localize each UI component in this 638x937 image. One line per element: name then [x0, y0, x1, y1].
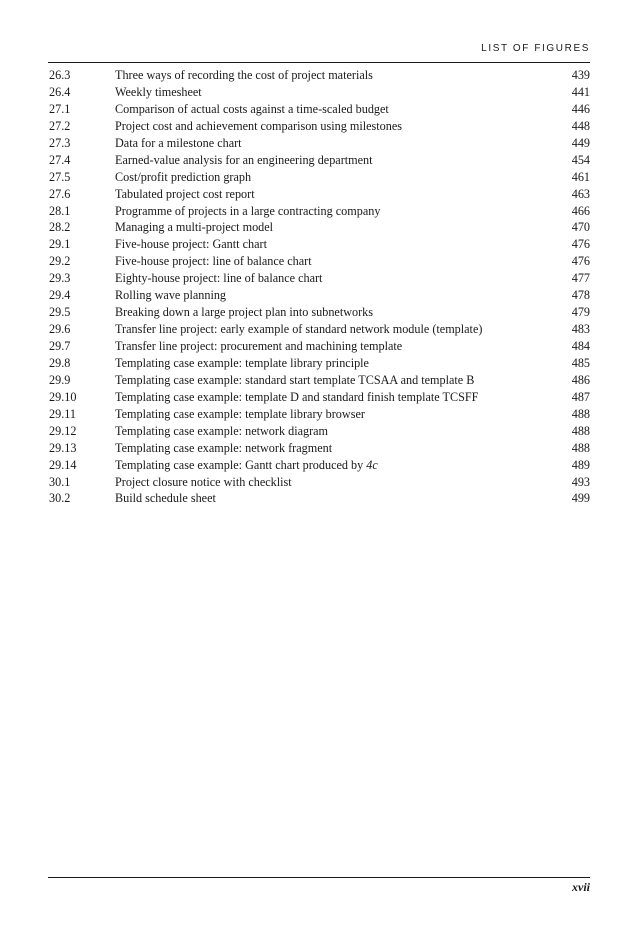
figure-title-text: Eighty-house project: line of balance chart [115, 271, 323, 286]
figure-title-text: Project cost and achievement comparison using milestones [115, 118, 403, 133]
figure-entry [48, 406, 590, 423]
figure-entry [48, 287, 590, 304]
figure-number: 29.2 [49, 254, 71, 269]
figure-page: 448 [571, 118, 590, 133]
figure-title-text: Three ways of recording the cost of project materials [115, 68, 373, 82]
figure-page: 488 [571, 423, 590, 438]
figure-title-text: Templating case example: template D and standard finish template TCSFF [115, 389, 479, 404]
figure-title [115, 135, 242, 152]
figure-number: 30.1 [49, 474, 71, 489]
figure-title-text: Cost/profit prediction graph [115, 169, 252, 184]
figure-number: 28.1 [49, 203, 71, 218]
figure-page: 470 [571, 220, 590, 235]
figure-title [115, 101, 389, 118]
figure-title [115, 474, 292, 491]
figure-entry [48, 118, 590, 135]
figure-number: 29.5 [49, 305, 71, 320]
figure-title [115, 304, 373, 321]
figure-number: 29.4 [49, 288, 71, 303]
figure-title-text: Comparison of actual costs against a time-scaled budget [115, 101, 389, 116]
figure-title [115, 338, 402, 355]
figure-page: 477 [571, 271, 590, 286]
figure-title-text: Project closure notice with checklist [115, 474, 292, 489]
figure-entry [48, 84, 590, 101]
figure-page: 461 [571, 169, 590, 184]
figure-title-text: Five-house project: line of balance chart [115, 254, 312, 269]
figure-entry [48, 372, 590, 389]
figure-page: 439 [571, 68, 590, 82]
figure-entry [48, 457, 590, 474]
figure-title [115, 186, 255, 203]
figure-title [115, 490, 216, 507]
figure-title-text: Tabulated project cost report [115, 186, 255, 201]
running-head: LIST OF FIGURES [481, 43, 590, 54]
figure-number: 27.1 [49, 101, 71, 116]
figure-title [115, 355, 369, 372]
figure-entry [48, 152, 590, 169]
figure-title-text: Templating case example: network diagram [115, 423, 329, 438]
figure-page: 487 [571, 389, 590, 404]
figure-title-text: Transfer line project: early example of standard network module (template) [115, 322, 483, 337]
figure-page: 483 [571, 322, 590, 337]
figure-page: 488 [571, 406, 590, 421]
figure-title-text: Templating case example: Gantt chart produced by [115, 457, 367, 472]
figure-title-text: Managing a multi-project model [115, 220, 274, 235]
figure-entry [48, 67, 590, 84]
figure-title [115, 287, 226, 304]
figure-number: 27.2 [49, 118, 71, 133]
figure-entry [48, 253, 590, 270]
figure-entry [48, 474, 590, 491]
figure-entry [48, 321, 590, 338]
figure-number: 27.5 [49, 169, 71, 184]
figure-entry [48, 135, 590, 152]
figure-page: 479 [571, 305, 590, 320]
figure-title-text: Templating case example: template library browser [115, 406, 365, 421]
figure-number: 27.4 [49, 152, 71, 167]
figure-number: 29.10 [49, 389, 77, 404]
figure-title [115, 389, 478, 406]
figure-title-text: Earned-value analysis for an engineering department [115, 152, 373, 167]
figure-title-text: Programme of projects in a large contracting company [115, 203, 381, 218]
figure-number: 29.6 [49, 322, 71, 337]
figure-title [115, 67, 373, 84]
figure-title [115, 118, 402, 135]
figure-entry [48, 169, 590, 186]
figure-title [115, 203, 380, 220]
figure-page: 476 [571, 237, 590, 252]
figure-list [48, 67, 590, 507]
figure-title [115, 440, 332, 457]
figure-page: 463 [571, 186, 590, 201]
figure-number: 28.2 [49, 220, 71, 235]
figure-title [115, 236, 267, 253]
figure-title [115, 372, 474, 389]
figure-title [115, 270, 322, 287]
figure-number: 27.6 [49, 186, 71, 201]
figure-number: 29.3 [49, 271, 71, 286]
figure-entry [48, 203, 590, 220]
figure-entry [48, 270, 590, 287]
figure-page: 489 [571, 457, 590, 472]
header-rule [48, 62, 590, 63]
figure-page: 476 [571, 254, 590, 269]
figure-title-text: Templating case example: template library principle [115, 355, 369, 370]
figure-entry [48, 219, 590, 236]
figure-title [115, 253, 312, 270]
figure-number: 29.13 [49, 440, 77, 455]
figure-entry [48, 355, 590, 372]
figure-title-text: Rolling wave planning [115, 288, 227, 303]
figure-page: 446 [571, 101, 590, 116]
figure-number: 29.8 [49, 355, 71, 370]
figure-page: 488 [571, 440, 590, 455]
figure-page: 449 [571, 135, 590, 150]
figure-page: 441 [571, 84, 590, 99]
figure-number: 26.4 [49, 84, 71, 99]
figure-number: 29.12 [49, 423, 77, 438]
figure-entry [48, 423, 590, 440]
figure-number: 29.14 [49, 457, 77, 472]
figure-title-text: Templating case example: network fragment [115, 440, 333, 455]
figure-page: 499 [571, 491, 590, 506]
figure-entry [48, 389, 590, 406]
figure-entry [48, 490, 590, 507]
figure-number: 30.2 [49, 491, 71, 506]
figure-page: 493 [571, 474, 590, 489]
figure-page: 486 [571, 372, 590, 387]
figure-page: 478 [571, 288, 590, 303]
figure-title-text: Transfer line project: procurement and machining template [115, 339, 403, 353]
figure-number: 29.1 [49, 237, 71, 252]
figure-title [115, 152, 373, 169]
page-number: xvii [572, 880, 590, 894]
figure-entry [48, 236, 590, 253]
figure-title [115, 457, 378, 474]
figure-title [115, 169, 251, 186]
figure-title [115, 84, 202, 101]
figure-page: 485 [571, 355, 590, 370]
figure-number: 29.9 [49, 372, 71, 387]
figure-number: 27.3 [49, 135, 71, 150]
figure-number: 29.11 [49, 406, 76, 421]
figure-title-text: Build schedule sheet [115, 491, 216, 506]
figure-title-text: Templating case example: standard start template TCSAA and template B [115, 372, 475, 387]
figure-entry [48, 338, 590, 355]
figure-title-emphasis: 4c [366, 457, 378, 472]
figure-title [115, 423, 328, 440]
figure-entry [48, 186, 590, 203]
figure-title [115, 406, 365, 423]
figure-entry [48, 440, 590, 457]
figure-entry [48, 101, 590, 118]
figure-title-text: Weekly timesheet [115, 84, 202, 99]
figure-number: 29.7 [49, 339, 71, 353]
figure-entry [48, 304, 590, 321]
figure-page: 466 [571, 203, 590, 218]
figure-number: 26.3 [49, 68, 71, 82]
figure-title [115, 321, 482, 338]
figure-title-text: Data for a milestone chart [115, 135, 242, 150]
figure-page: 454 [571, 152, 590, 167]
figure-title-text: Five-house project: Gantt chart [115, 237, 267, 252]
footer-rule [48, 877, 590, 878]
figure-page: 484 [571, 339, 590, 353]
figure-title [115, 219, 273, 236]
figure-title-text: Breaking down a large project plan into subnetworks [115, 305, 374, 320]
